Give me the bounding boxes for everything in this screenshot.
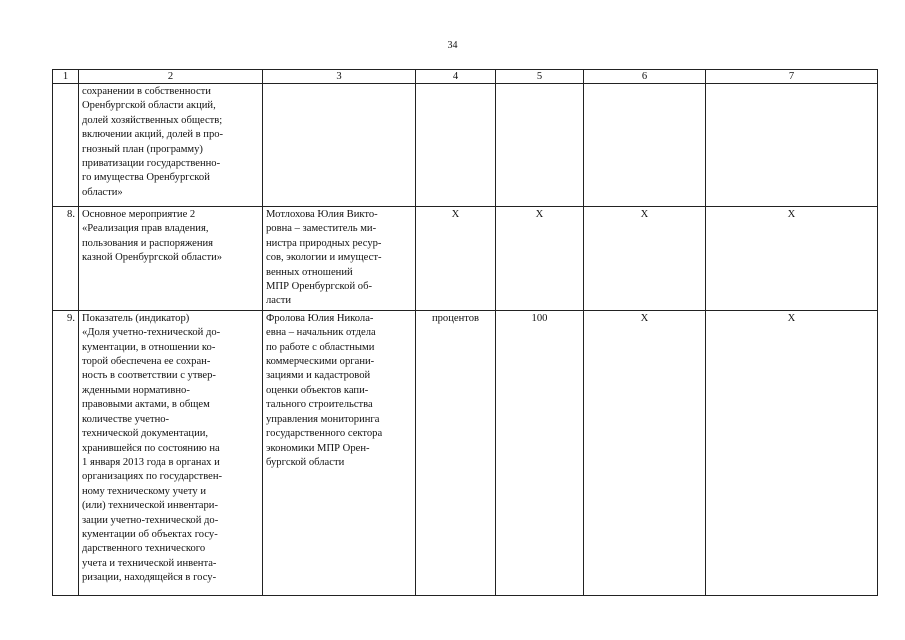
header-cell-2: 2 [79, 70, 263, 84]
row-unit [416, 84, 496, 207]
header-cell-4: 4 [416, 70, 496, 84]
row-number [53, 84, 79, 207]
row-name: Показатель (индикатор) «Доля учетно-технической до- кументации, в отношении ко- торой обеспечена ее сохран- ность в соответствии с утвер- жденными нормативно- правовыми актами, в общем количестве учетно- технической документации, хранившейся по состоянию на 1 января 2013 года в органах и организациях по государствен- ному техническому учету и (или) технической инвентари- зации учетно-технической до- кументации об объектах госу- дарственного технического учета и технической инвента- ризации, находящейся в госу- [79, 310, 263, 595]
row-col6: X [584, 207, 706, 311]
row-number: 8. [53, 207, 79, 311]
row-value: X [496, 207, 584, 311]
table-row [53, 310, 878, 595]
row-responsible: Фролова Юлия Никола- евна – начальник отдела по работе с областными коммерческими органи- зациями и кадастровой оценки объектов капи- тального строительства управления мониторинга государственного сектора экономики МПР Орен- бургской области [263, 310, 416, 595]
row-value: 100 [496, 310, 584, 595]
header-cell-7: 7 [706, 70, 878, 84]
header-cell-6: 6 [584, 70, 706, 84]
row-name: Основное мероприятие 2 «Реализация прав владения, пользования и распоряжения казной Оренбургской области» [79, 207, 263, 311]
table-row [53, 84, 878, 207]
row-col6 [584, 84, 706, 207]
row-unit: процентов [416, 310, 496, 595]
row-col7 [706, 84, 878, 207]
row-col6: X [584, 310, 706, 595]
table-row [53, 207, 878, 311]
header-cell-1: 1 [53, 70, 79, 84]
row-unit: X [416, 207, 496, 311]
header-cell-5: 5 [496, 70, 584, 84]
row-value [496, 84, 584, 207]
row-number: 9. [53, 310, 79, 595]
row-col7: X [706, 207, 878, 311]
page-number: 34 [447, 40, 458, 51]
header-cell-3: 3 [263, 70, 416, 84]
table-header-row [53, 70, 878, 84]
row-responsible [263, 84, 416, 207]
indicators-table [52, 69, 878, 596]
row-name: сохранении в собственности Оренбургской области акций, долей хозяйственных обществ; включении акций, долей в про- гнозный план (программу) приватизации государственно- го имущества Оренбургской области» [79, 84, 263, 207]
row-responsible: Мотлохова Юлия Викто- ровна – заместитель ми- нистра природных ресур- сов, экологии и имущест- венных отношений МПР Оренбургской об- ласти [263, 207, 416, 311]
row-col7: X [706, 310, 878, 595]
